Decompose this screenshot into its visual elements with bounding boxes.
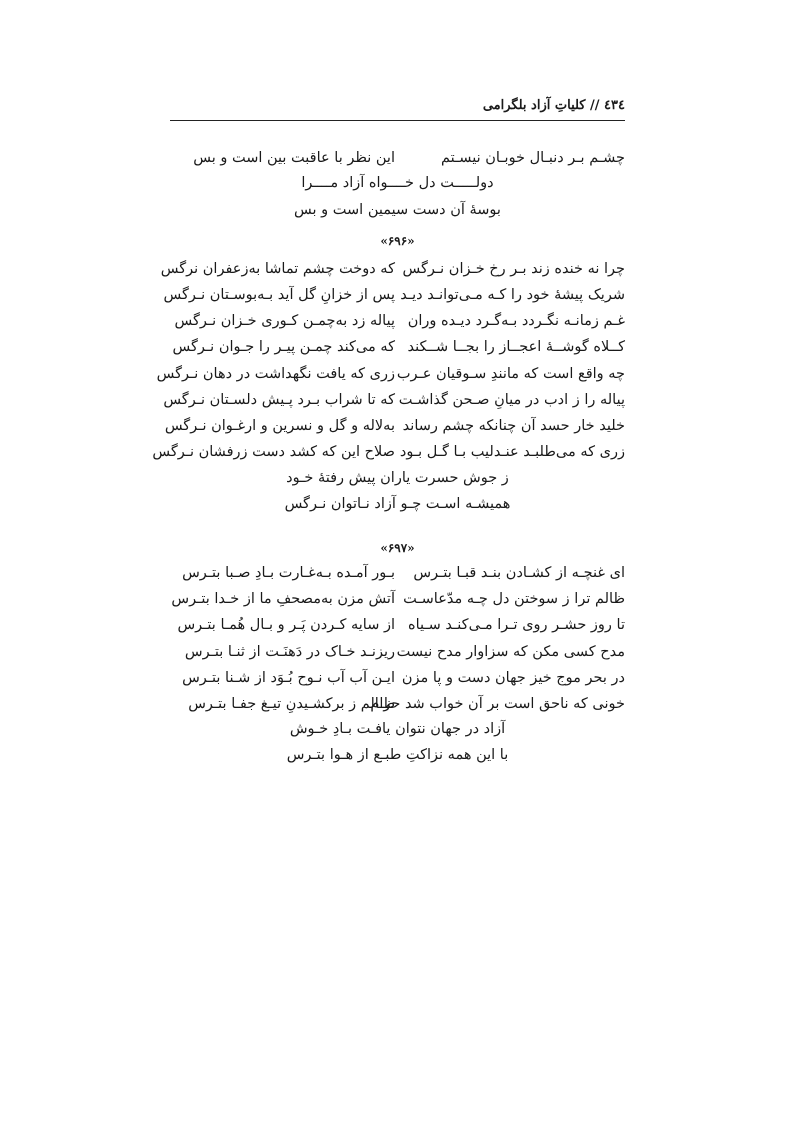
hemistich-left: ریزنـد خـاک در دَهنَـت از ثنـا بتـرس — [184, 644, 395, 660]
hemistich-right: ای غنچـه از کشـادن بنـد قبـا بتـرس — [413, 565, 625, 581]
hemistich-right: تا روز حشـر روی تـرا مـی‌کنـد سـیاه — [408, 617, 625, 633]
hemistich-left: از سایه کـردن پَـر و بـال هُمـا بتـرس — [177, 617, 395, 633]
hemistich-left: بـور آمـده بـه‌غـارت بـادِ صـبا بتـرس — [182, 565, 395, 581]
hemistich-right: کــلاه گوشــهٔ اعجــاز را بجــا شــکند — [407, 339, 625, 355]
hemistich-left: به‌لاله و گل و نسرین و ارغـوان نـرگس — [164, 418, 395, 434]
closing-line: همیشـه اسـت چـو آزاد نـاتوان نـرگس — [284, 496, 511, 512]
closing-line: ز جوش حسرت یاران پیش رفتهٔ خـود — [286, 470, 509, 486]
closing-line: با این همه نزاکتِ طبـع از هـوا بتـرس — [286, 747, 509, 763]
hemistich-left: که می‌کند چمـن پیـر را جـوان نـرگس — [172, 339, 395, 355]
hemistich-right: ظالم ترا ز سوختن دل چـه مدّعاسـت — [403, 591, 625, 607]
hemistich-left: زری که یافت نگهداشت در دهان نـرگس — [156, 366, 395, 382]
hemistich-left: ایـن آب آب نـوح بُـوَد از شـنا بتـرس — [182, 670, 395, 686]
hemistich-left: پیاله زد به‌چمـن کـوری خـزان نـرگس — [174, 313, 395, 329]
hemistich-left: پس از خزانِ گل آید بـه‌بوسـتان نـرگس — [163, 287, 395, 303]
page-header — [170, 94, 625, 121]
hemistich-right: در بحر موج خیز جهان دست و پا مزن — [401, 670, 625, 686]
closing-line: آزاد در جهان نتوان یافـت بـادِ خـوش — [289, 721, 506, 737]
hemistich-left: ظـالم ز برکشـیدنِ تیـغ جفـا بتـرس — [188, 696, 395, 712]
hemistich-right: پیاله را ز ادب در میانِ صـحن گذاشـت — [398, 392, 625, 408]
hemistich-left: که دوخت چشم تماشا به‌زعفران نرگس — [160, 261, 395, 277]
hemistich-right: چشـم بـر دنبـال خوبـان نیسـتم — [440, 150, 625, 166]
hemistich-right: چه واقع است که مانندِ سـوقیان عـرب — [396, 366, 625, 382]
hemistich-right: غـم زمانـه نگـردد بـه‌گـرد دیـده وران — [407, 313, 625, 329]
running-title: ٤٣٤ // کلیاتِ آزاد بلگرامی — [482, 98, 625, 113]
hemistich-right: مدح کسی مکن که سزاوار مدح نیست — [396, 644, 625, 660]
hemistich-left: این نظر با عاقبت بین است و بس — [193, 150, 395, 166]
poem-number: «۶۹۷» — [380, 541, 415, 555]
closing-line: دولـــــت دل خــــواه آزاد مــــرا — [301, 175, 494, 191]
hemistich-right: شریک پیشهٔ خود را کـه مـی‌توانـد دیـد — [400, 287, 625, 303]
hemistich-right: خونی که ناحق است بر آن خواب شد حرام — [370, 696, 625, 712]
hemistich-left: آتش مزن به‌مصحفِ ما از خـدا بتـرس — [171, 591, 395, 607]
hemistich-left: صلاح این که کشد دست زرفشان نـرگس — [152, 444, 395, 460]
hemistich-right: خلید خار حسد آن چنانکه چشم رساند — [402, 418, 625, 434]
poem-number: «۶۹۶» — [380, 234, 415, 248]
hemistich-right: چرا نه خنده زند بـر رخ خـزان نـرگس — [402, 261, 625, 277]
hemistich-left: که تا شراب بـرد پـیش دلسـتان نـرگس — [163, 392, 395, 408]
hemistich-right: زری که می‌طلبـد عنـدلیب بـا گـل بـود — [399, 444, 625, 460]
closing-line: بوسهٔ آن دست سیمین است و بس — [294, 202, 501, 218]
